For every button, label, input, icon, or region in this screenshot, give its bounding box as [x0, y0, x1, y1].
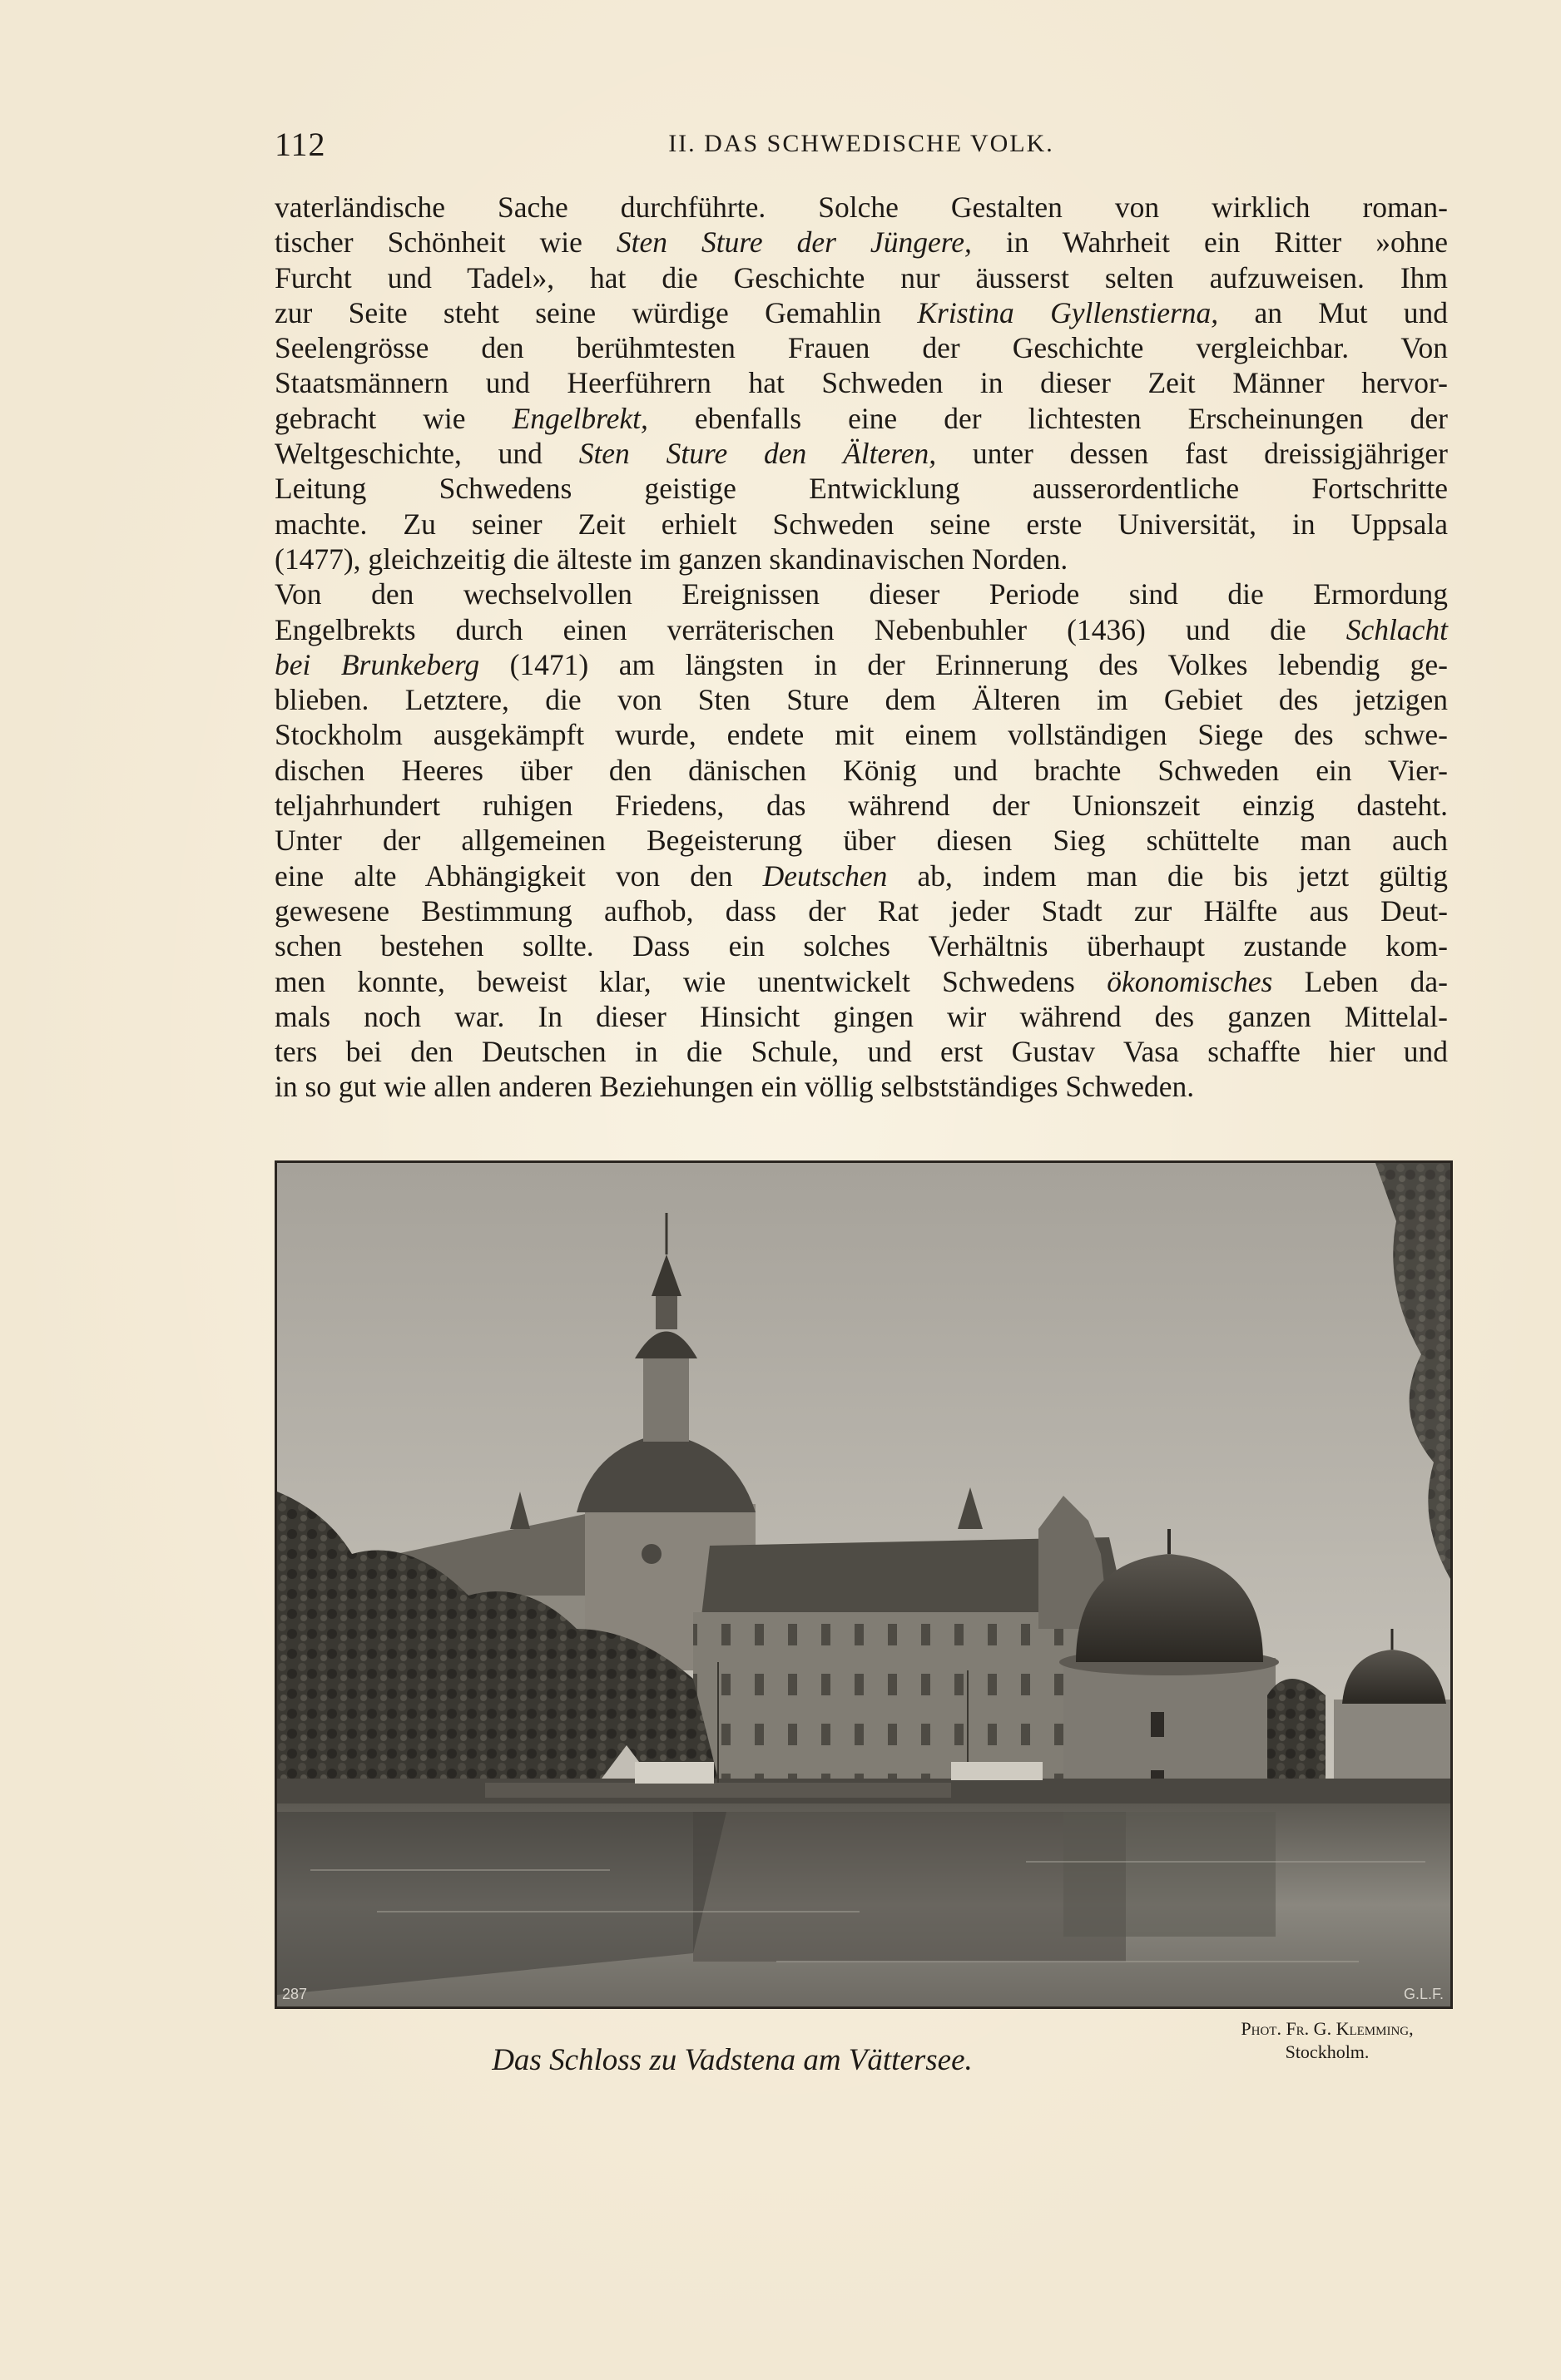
- running-head: II. DAS SCHWEDISCHE VOLK.: [668, 130, 1054, 157]
- italic-emphasis: Deutschen: [762, 858, 888, 893]
- photograph-vadstena-castle: [275, 1160, 1453, 2009]
- text-line: Staatsmännern und Heerführern hat Schweden in dieser Zeit Männer hervor-: [275, 366, 1448, 400]
- italic-emphasis: Schlacht: [1345, 612, 1448, 646]
- text-line: mals noch war. In dieser Hinsicht gingen wir während des ganzen Mittelal-: [275, 999, 1448, 1033]
- castle-photo-illustration: [277, 1163, 1450, 2006]
- italic-emphasis: Kristina Gyllenstierna,: [917, 295, 1219, 329]
- photo-credit-line-1: Phot. Fr. G. Klemming,: [1241, 2018, 1414, 2039]
- italic-emphasis: ökonomisches: [1107, 964, 1273, 998]
- plate-mark: G.L.F.: [1403, 1986, 1444, 2002]
- text-line: Seelengrösse den berühmtesten Frauen der Geschichte vergleichbar. Von: [275, 331, 1448, 365]
- text-line: machte. Zu seiner Zeit erhielt Schweden seine erste Universität, in Uppsala: [275, 507, 1448, 541]
- italic-emphasis: Engelbrekt,: [512, 401, 648, 435]
- text-line: Furcht und Tadel», hat die Geschichte nur äusserst selten aufzuweisen. Ihm: [275, 260, 1448, 294]
- italic-emphasis: bei Brunkeberg: [275, 647, 480, 681]
- page-number: 112: [275, 126, 326, 163]
- text-line: teljahrhundert ruhigen Friedens, das während der Unionszeit einzig dasteht.: [275, 789, 1448, 823]
- photo-credit: [1190, 2017, 1464, 2064]
- text-line: schen bestehen sollte. Dass ein solches Verhältnis überhaupt zustande kom-: [275, 929, 1448, 963]
- photo-credit-line-2: Stockholm.: [1285, 2041, 1370, 2062]
- text-line: blieben. Letztere, die von Sten Sture dem Älteren im Gebiet des jetzigen: [275, 683, 1448, 717]
- text-line: Engelbrekts durch einen verräterischen Nebenbuhler (1436) und die Schlacht: [275, 612, 1448, 646]
- text-line: Von den wechselvollen Ereignissen dieser Periode sind die Ermordung: [275, 577, 1448, 611]
- text-line: vaterländische Sache durchführte. Solche Gestalten von wirklich roman-: [275, 190, 1448, 224]
- text-line: in so gut wie allen anderen Beziehungen ein völlig selbstständiges Schweden.: [275, 1070, 1195, 1104]
- page-header: [275, 125, 1448, 175]
- text-line: Leitung Schwedens geistige Entwicklung ausserordentliche Fortschritte: [275, 472, 1448, 506]
- italic-emphasis: Sten Sture der Jüngere,: [616, 225, 972, 260]
- text-line: Unter der allgemeinen Begeisterung über diesen Sieg schüttelte man auch: [275, 824, 1448, 858]
- text-line: men konnte, beweist klar, wie unentwickelt Schwedens ökonomisches Leben da-: [275, 964, 1448, 998]
- text-line: tischer Schönheit wie Sten Sture der Jüngere, in Wahrheit ein Ritter »ohne: [275, 225, 1448, 260]
- text-line: eine alte Abhängigkeit von den Deutschen ab, indem man die bis jetzt gültig: [275, 858, 1448, 893]
- text-line: ters bei den Deutschen in die Schule, und erst Gustav Vasa schaffte hier und: [275, 1035, 1448, 1069]
- italic-emphasis: Sten Sture den Älteren,: [578, 437, 937, 471]
- text-line: Weltgeschichte, und Sten Sture den Älteren, unter dessen fast dreissigjähriger: [275, 437, 1448, 471]
- text-line: gewesene Bestimmung aufhob, dass der Rat jeder Stadt zur Hälfte aus Deut-: [275, 893, 1448, 928]
- text-line: bei Brunkeberg (1471) am längsten in der Erinnerung des Volkes lebendig ge-: [275, 647, 1448, 681]
- text-line: zur Seite steht seine würdige Gemahlin Kristina Gyllenstierna, an Mut und: [275, 295, 1448, 329]
- text-line: gebracht wie Engelbrekt, ebenfalls eine der lichtesten Erscheinungen der: [275, 401, 1448, 435]
- figure-caption: Das Schloss zu Vadstena am Vättersee.: [492, 2043, 973, 2077]
- text-line: (1477), gleichzeitig die älteste im ganzen skandinavischen Norden.: [275, 542, 1068, 576]
- body-text: [275, 190, 1448, 1105]
- plate-number: 287: [282, 1986, 308, 2002]
- text-line: Stockholm ausgekämpft wurde, endete mit einem vollständigen Siege des schwe-: [275, 718, 1448, 752]
- text-line: dischen Heeres über den dänischen König und brachte Schweden ein Vier-: [275, 753, 1448, 787]
